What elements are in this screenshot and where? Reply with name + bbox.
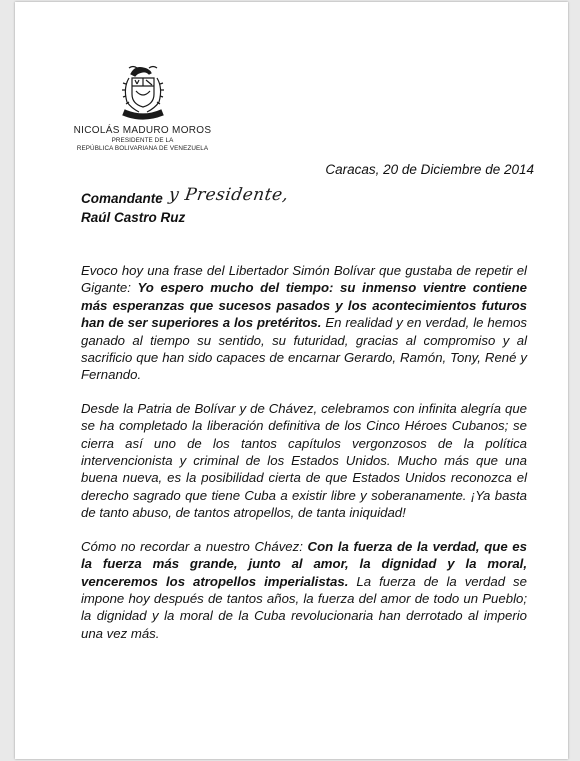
letter-date: Caracas, 20 de Diciembre de 2014 <box>325 162 534 177</box>
coat-of-arms-icon <box>117 64 169 122</box>
paragraph-2: Desde la Patria de Bolívar y de Chávez, celebramos con infinita alegría que se ha completado la liberación definitiva de los Cinco Héroes Cubanos; se cierra así uno de los tantos capítulos vergonzosos de la política intervencionista y criminal de los Estados Unidos. Mucho más que una buena nueva, es la posibilidad cierta de que Estados Unidos reconozca el derecho sagrado que tiene Cuba a existir libre y soberanamente. ¡Ya basta de tanto abuso, de tantos atropellos, de tanta iniquidad! <box>81 400 527 521</box>
bolivar-quote: Yo espero mucho del tiempo: su inmenso vientre contiene más esperanzas que sucesos pasados y los acontecimientos futuros han de ser superiores a los pretéritos. <box>81 280 527 331</box>
recipient-name: Raúl Castro Ruz <box>81 210 186 225</box>
paragraph-3-intro: Cómo no recordar a nuestro Chávez: <box>81 538 308 554</box>
salutation-line1 <box>81 185 290 208</box>
paragraph-1-rest: En realidad y en verdad, le hemos ganado al tiempo su sentido, su futuridad, gracias al compromiso y al sacrificio que han sido capaces de encarnar Gerardo, Ramón, Tony, René y Fernando. <box>81 315 527 383</box>
chavez-quote: Con la fuerza de la verdad, que es la fuerza más grande, junto al amor, la dignidad y la moral, venceremos los atropellos imperialistas. <box>81 538 527 589</box>
salutation-title: Comandante <box>81 191 163 206</box>
sender-name: NICOLÁS MADURO MOROS <box>73 125 212 136</box>
sender-block <box>70 125 215 153</box>
letter-page <box>15 2 568 759</box>
sender-title-line1: PRESIDENTE DE LA <box>111 137 174 144</box>
letter-body <box>81 262 527 658</box>
paragraph-3-rest: La fuerza de la verdad se impone hoy después de tantos años, la fuerza del amor de todo un Pueblo; la dignidad y la moral de la Cuba revolucionaria han derrotado al imperio una vez más. <box>81 573 527 641</box>
salutation <box>81 185 290 228</box>
sender-title-line2: REPÚBLICA BOLIVARIANA DE VENEZUELA <box>76 145 209 152</box>
handwritten-annotation: y Presidente, <box>167 185 290 205</box>
paragraph-1 <box>81 262 527 384</box>
paragraph-1-intro: Evoco hoy una frase del Libertador Simón Bolívar que gustaba de repetir el Gigante: <box>81 263 527 296</box>
paragraph-3 <box>81 538 527 642</box>
